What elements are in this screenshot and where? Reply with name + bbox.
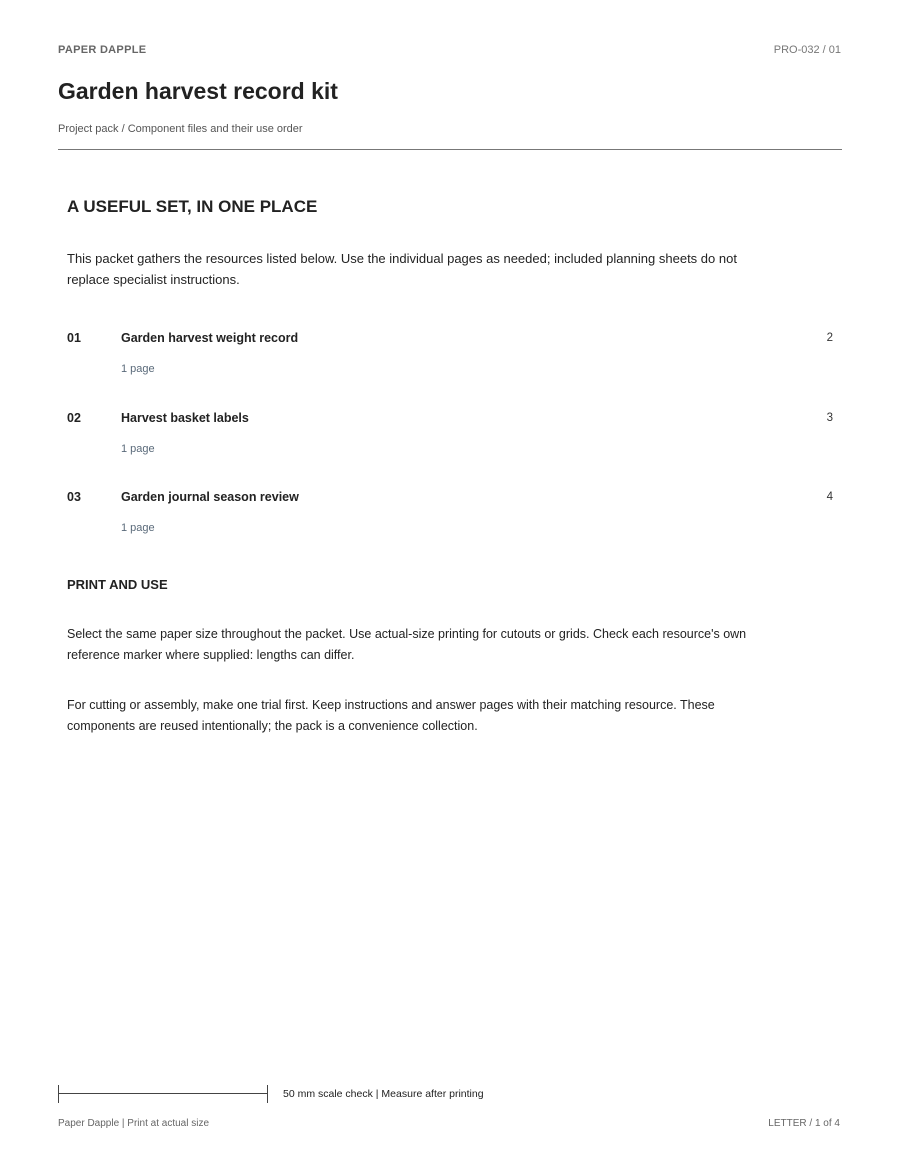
contents-item xyxy=(67,410,833,490)
intro-text: This packet gathers the resources listed below. Use the individual pages as needed; included planning sheets do not replace specialist instructions. xyxy=(67,251,737,287)
item-number: 01 xyxy=(67,331,81,345)
item-page-count: 1 page xyxy=(121,363,155,375)
item-number: 03 xyxy=(67,490,81,504)
footer-page-info: LETTER / 1 of 4 xyxy=(768,1118,840,1129)
print-paragraph-2: For cutting or assembly, make one trial first. Keep instructions and answer pages with their matching resource. These components are reused intentionally; the pack is a convenience collection. xyxy=(67,698,715,733)
document-reference: PRO-032 / 01 xyxy=(773,44,841,56)
scale-bar xyxy=(58,1085,268,1103)
scale-bar-tick-end xyxy=(267,1085,268,1103)
item-page-number: 3 xyxy=(826,411,833,424)
print-heading: PRINT AND USE xyxy=(67,577,168,592)
page-title: Garden harvest record kit xyxy=(58,78,338,104)
item-title: Garden harvest weight record xyxy=(121,331,299,345)
footer-left: Paper Dapple | Print at actual size xyxy=(58,1118,210,1129)
scale-bar-line xyxy=(58,1093,268,1094)
contents-item xyxy=(67,489,833,569)
item-title: Garden journal season review xyxy=(121,490,299,504)
scale-bar-tick-start xyxy=(58,1085,59,1103)
item-page-count: 1 page xyxy=(121,522,155,534)
scale-check-label: 50 mm scale check | Measure after printing xyxy=(283,1088,484,1100)
brand-name: PAPER DAPPLE xyxy=(58,44,147,56)
item-page-number: 4 xyxy=(826,491,833,503)
item-title: Harvest basket labels xyxy=(121,410,249,425)
item-page-count: 1 page xyxy=(121,442,155,455)
item-number: 02 xyxy=(67,410,81,425)
page-subtitle: Project pack / Component files and their use order xyxy=(58,123,303,135)
contents-item xyxy=(67,330,833,410)
print-paragraph-1: Select the same paper size throughout the packet. Use actual-size printing for cutouts or grids. Check each resource's own reference marker where supplied: lengths can differ. xyxy=(67,627,747,662)
intro-heading: A USEFUL SET, IN ONE PLACE xyxy=(67,197,318,216)
contents-list xyxy=(67,330,833,569)
item-page-number: 2 xyxy=(826,332,833,344)
header-divider xyxy=(58,149,842,150)
